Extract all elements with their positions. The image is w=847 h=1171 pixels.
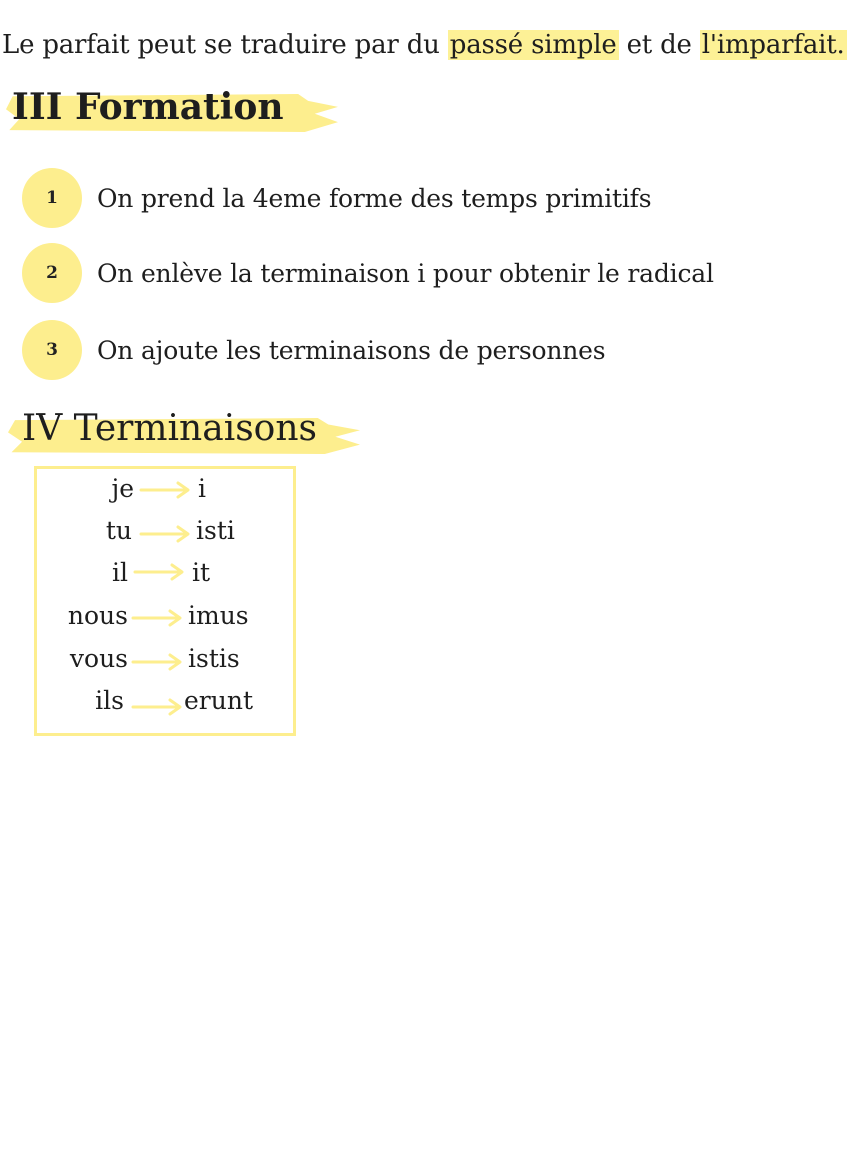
arrow-right-icon	[132, 699, 184, 715]
step-number-badge: 3	[22, 320, 82, 380]
ending-label: isti	[196, 516, 235, 545]
arrow-right-icon	[132, 654, 184, 670]
step-item-1	[22, 168, 651, 228]
step-number-badge: 1	[22, 168, 82, 228]
arrow-right-icon	[140, 526, 192, 542]
pronoun-label: ils	[95, 686, 124, 715]
ending-label: erunt	[184, 686, 253, 715]
step-text: On prend la 4eme forme des temps primitifs	[97, 183, 652, 213]
ending-row-ils	[0, 686, 124, 716]
step-item-3	[22, 320, 605, 380]
pronoun-label: tu	[105, 516, 132, 545]
highlight-passe-simple: passé simple	[449, 30, 617, 60]
section-terminaisons-heading	[22, 408, 317, 449]
section-formation-heading	[12, 86, 284, 128]
ending-row-tu	[0, 516, 132, 546]
section-formation-title: III Formation	[12, 86, 284, 128]
intro-text-middle: et de	[618, 30, 700, 60]
step-text: On enlève la terminaison i pour obtenir le radical	[97, 258, 714, 288]
ending-label: imus	[188, 601, 249, 630]
highlight-imparfait: l'imparfait.	[701, 30, 845, 60]
arrow-right-icon	[134, 564, 186, 580]
ending-label: it	[192, 558, 211, 587]
ending-row-il	[0, 558, 128, 588]
section-terminaisons-title: IV Terminaisons	[22, 408, 318, 449]
ending-row-nous	[0, 601, 128, 631]
pronoun-label: il	[112, 558, 128, 587]
ending-label: i	[198, 474, 206, 503]
arrow-right-icon	[132, 610, 184, 626]
step-item-2	[22, 243, 714, 303]
step-number-badge: 2	[22, 243, 82, 303]
intro-sentence	[2, 30, 847, 60]
step-text: On ajoute les terminaisons de personnes	[97, 335, 606, 365]
ending-row-je	[0, 474, 134, 504]
arrow-right-icon	[140, 482, 192, 498]
ending-label: istis	[188, 644, 240, 673]
pronoun-label: vous	[69, 644, 128, 673]
pronoun-label: nous	[67, 601, 128, 630]
intro-text-start: Le parfait peut se traduire par du	[2, 30, 448, 60]
ending-row-vous	[0, 644, 128, 674]
pronoun-label: je	[111, 474, 134, 503]
